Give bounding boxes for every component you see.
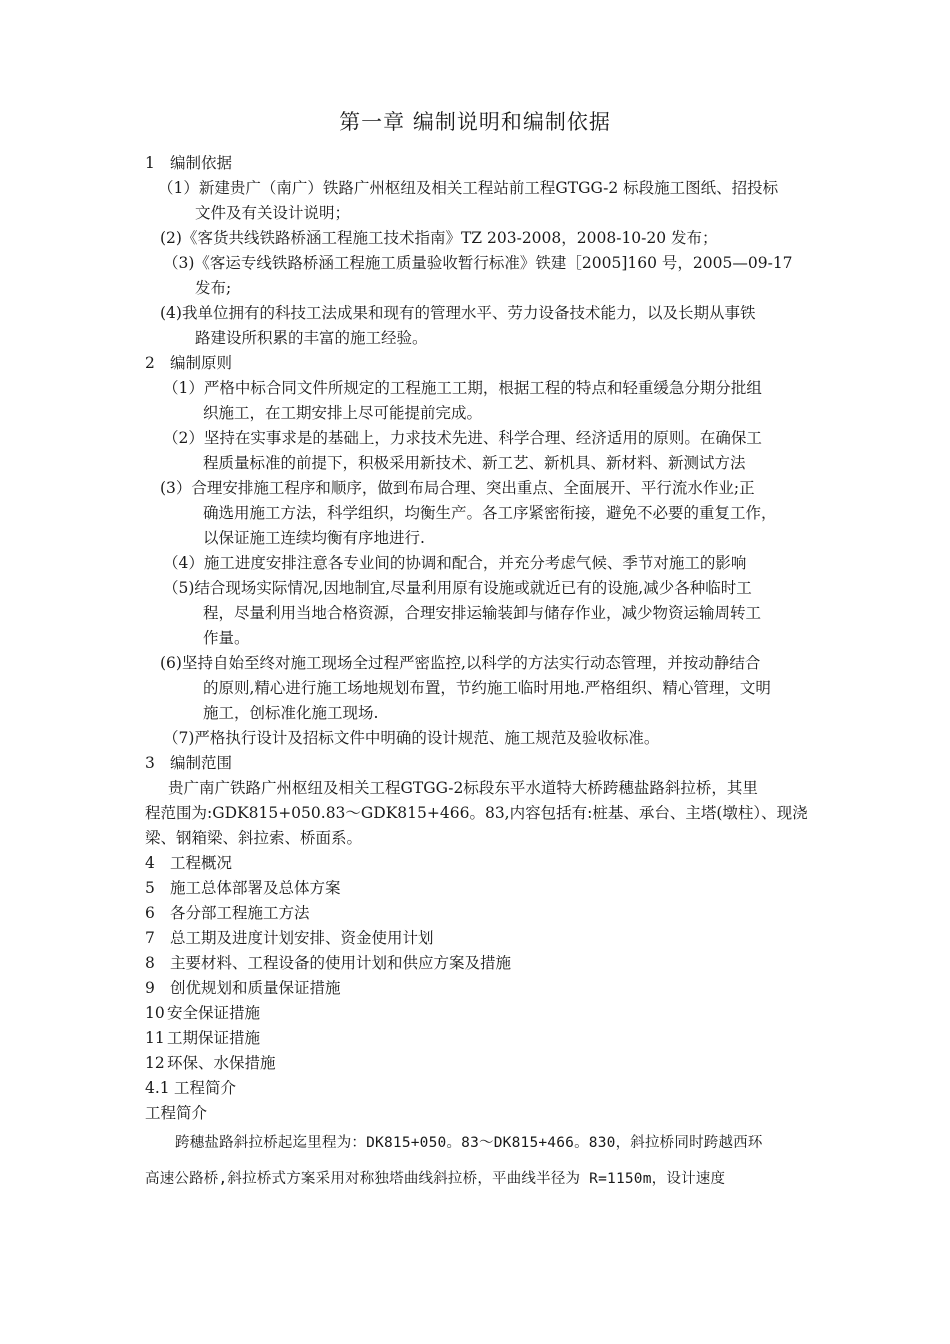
section-number: 4.1	[145, 1079, 170, 1097]
section-label: 工程概况	[170, 854, 233, 872]
section-heading-8	[145, 953, 511, 973]
section-number: 7	[145, 929, 155, 947]
section-label: 工程简介	[174, 1079, 237, 1097]
chapter-title: 第一章 编制说明和编制依据	[339, 110, 611, 134]
basis-item-2: (2)《客货共线铁路桥涵工程施工技术指南》TZ 203-2008，2008-10-20 发布；	[160, 229, 718, 247]
section-heading-1	[145, 153, 232, 173]
scope-line-1: 贵广南广铁路广州枢纽及相关工程GTGG-2标段东平水道特大桥跨穗盐路斜拉桥，其里	[168, 779, 758, 797]
section-heading-7	[145, 928, 434, 948]
section-number: 9	[145, 979, 155, 997]
section-heading-5	[145, 878, 341, 898]
section-heading-10	[145, 1003, 260, 1023]
section-number: 8	[145, 954, 155, 972]
subsection-subtitle: 工程简介	[145, 1104, 208, 1122]
section-label: 各分部工程施工方法	[170, 904, 310, 922]
section-heading-12	[145, 1053, 276, 1073]
principle-5-line-2: 程，尽量利用当地合格资源，合理安排运输装卸与储存作业，减少物资运输周转工	[203, 604, 762, 622]
basis-item-3-line-1: （3)《客运专线铁路桥涵工程施工质量验收暂行标准》铁建［2005]160 号，2005—09-17	[163, 254, 793, 272]
section-heading-3	[145, 753, 232, 773]
section-heading-11	[145, 1028, 260, 1048]
basis-item-4-line-1: (4)我单位拥有的科技工法成果和现有的管理水平、劳力设备技术能力，以及长期从事铁	[160, 304, 756, 322]
scope-line-3: 梁、钢箱梁、斜拉索、桥面系。	[145, 829, 363, 847]
overview-line-2: 高速公路桥,斜拉桥式方案采用对称独塔曲线斜拉桥，平曲线半径为 R=1150m，设计速度	[145, 1171, 726, 1187]
section-number: 10	[145, 1004, 165, 1022]
principle-3-line-1: (3）合理安排施工程序和顺序，做到布局合理、突出重点、全面展开、平行流水作业;正	[160, 479, 755, 497]
section-label: 安全保证措施	[167, 1004, 261, 1022]
subsection-heading-4-1	[145, 1078, 236, 1098]
section-label: 环保、水保措施	[167, 1054, 276, 1072]
section-label: 编制原则	[170, 354, 233, 372]
principle-3-line-3: 以保证施工连续均衡有序地进行.	[203, 529, 425, 547]
section-number: 4	[145, 854, 155, 872]
section-label: 编制依据	[170, 154, 233, 172]
principle-3-line-2: 确选用施工方法，科学组织，均衡生产。各工序紧密衔接，避免不必要的重复工作，	[203, 504, 777, 522]
overview-line-1: 跨穗盐路斜拉桥起迄里程为：DK815+050。83～DK815+466。830，斜拉桥同时跨越西环	[175, 1135, 763, 1151]
section-number: 6	[145, 904, 155, 922]
section-number: 5	[145, 879, 155, 897]
section-label: 施工总体部署及总体方案	[170, 879, 341, 897]
section-label: 工期保证措施	[167, 1029, 261, 1047]
principle-5-line-3: 作量。	[203, 629, 250, 647]
section-label: 编制范围	[170, 754, 233, 772]
section-number: 2	[145, 354, 155, 372]
section-heading-6	[145, 903, 310, 923]
section-label: 创优规划和质量保证措施	[170, 979, 341, 997]
section-heading-9	[145, 978, 341, 998]
basis-item-1-line-1: （1）新建贵广（南广）铁路广州枢纽及相关工程站前工程GTGG-2 标段施工图纸、招投标	[158, 179, 779, 197]
basis-item-1-line-2: 文件及有关设计说明；	[195, 204, 351, 222]
section-heading-4	[145, 853, 232, 873]
section-label: 主要材料、工程设备的使用计划和供应方案及措施	[170, 954, 512, 972]
scope-line-2: 程范围为:GDK815+050.83～GDK815+466。83,内容包括有:桩基、承台、主塔(墩柱）、现浇	[145, 804, 808, 822]
principle-1-line-1: （1）严格中标合同文件所规定的工程施工工期，根据工程的特点和轻重缓急分期分批组	[163, 379, 762, 397]
principle-1-line-2: 织施工，在工期安排上尽可能提前完成。	[203, 404, 483, 422]
section-label: 总工期及进度计划安排、资金使用计划	[170, 929, 434, 947]
section-number: 1	[145, 154, 155, 172]
principle-4: （4）施工进度安排注意各专业间的协调和配合，并充分考虑气候、季节对施工的影响	[163, 554, 747, 572]
section-number: 11	[145, 1029, 165, 1047]
basis-item-3-line-2: 发布;	[195, 279, 232, 297]
section-heading-2	[145, 353, 232, 373]
section-number: 12	[145, 1054, 165, 1072]
principle-2-line-2: 程质量标准的前提下，积极采用新技术、新工艺、新机具、新材料、新测试方法	[203, 454, 746, 472]
principle-7: （7)严格执行设计及招标文件中明确的设计规范、施工规范及验收标准。	[163, 729, 660, 747]
section-number: 3	[145, 754, 155, 772]
principle-6-line-3: 施工，创标准化施工现场.	[203, 704, 379, 722]
principle-5-line-1: （5)结合现场实际情况,因地制宜,尽量利用原有设施或就近已有的设施,减少各种临时工	[163, 579, 752, 597]
principle-6-line-1: (6)坚持自始至终对施工现场全过程严密监控,以科学的方法实行动态管理，并按动静结合	[160, 654, 761, 672]
principle-6-line-2: 的原则,精心进行施工场地规划布置，节约施工临时用地.严格组织、精心管理，文明	[203, 679, 771, 697]
principle-2-line-1: （2）坚持在实事求是的基础上，力求技术先进、科学合理、经济适用的原则。在确保工	[163, 429, 762, 447]
basis-item-4-line-2: 路建设所积累的丰富的施工经验。	[195, 329, 428, 347]
